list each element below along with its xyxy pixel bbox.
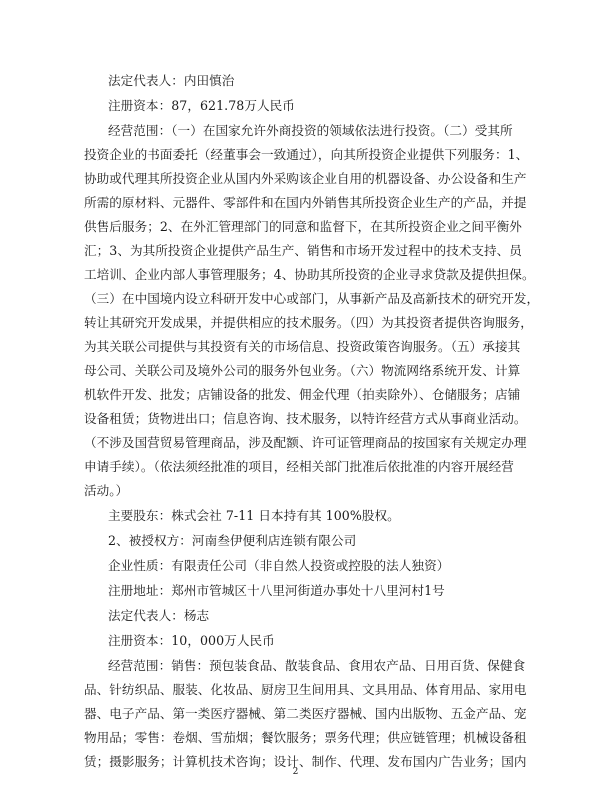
licensee-heading: 2、被授权方：河南叁伊便利店连锁有限公司 (108, 533, 357, 548)
business-scope-2-line: 赁；摄影服务；计算机技术咨询；设计、制作、代理、发布国内广告业务；国内 (84, 754, 527, 769)
business-scope-line: 母公司、关联公司及境外公司的服务外包业务。（六）物流网络系统开发、计算 (84, 363, 521, 378)
business-scope-line: 投资企业的书面委托（经董事会一致通过），向其所投资企业提供下列服务：1、 (84, 147, 529, 162)
registered-capital-line-1: 注册资本：87，621.78万人民币 (108, 98, 295, 113)
business-scope-line: （三）在中国境内设立科研开发中心或部门，从事新产品及高新技术的研究开发， (84, 291, 540, 306)
legal-rep-line-2: 法定代表人：杨志 (108, 608, 210, 623)
business-scope-line: 设备租赁；货物进出口；信息咨询、技术服务，以特许经营方式从事商业活动。 (84, 411, 527, 426)
business-scope-line: 机软件开发、批发；店铺设备的批发、佣金代理（拍卖除外）、仓储服务；店铺 (84, 387, 521, 402)
business-scope-2-line: 经营范围：销售：预包装食品、散装食品、食用农产品、日用百货、保健食 (108, 658, 526, 673)
business-scope-line: （不涉及国营贸易管理商品，涉及配额、许可证管理商品的按国家有关规定办理 (84, 435, 527, 450)
business-scope-line: 经营范围：（一）在国家允许外商投资的领域依法进行投资。（二）受其所 (108, 123, 513, 138)
business-scope-line: 工培训、企业内部人事管理服务；4、协助其所投资的企业寻求贷款及提供担保。 (84, 267, 535, 282)
business-scope-line: 所需的原材料、元器件、零部件和在国内外销售其所投资企业生产的产品，并提 (84, 195, 527, 210)
business-scope-line: 供售后服务；2、在外汇管理部门的同意和监督下，在其所投资企业之间平衡外 (84, 219, 522, 234)
business-scope-2-line: 物用品；零售：卷烟、雪茄烟；餐饮服务；票务代理；供应链管理；机械设备租 (84, 730, 527, 745)
business-scope-line-end: 活动。） (84, 483, 129, 498)
main-shareholder-line: 主要股东：株式会社 7-11 日本持有其 100%股权。 (108, 508, 400, 523)
business-scope-line: 为其关联公司提供与其投资有关的市场信息、投资政策咨询服务。（五）承接其 (84, 339, 521, 354)
page-number: 2 (292, 767, 299, 777)
registered-capital-line-2: 注册资本：10，000万人民币 (108, 633, 275, 648)
registered-address-line: 注册地址：郑州市管城区十八里河街道办事处十八里河村1号 (108, 583, 445, 598)
business-scope-line: 申请手续）。（依法须经批准的项目，经相关部门批准后依批准的内容开展经营 (84, 459, 514, 474)
business-scope-2-line: 器、电子产品、第一类医疗器械、第二类医疗器械、国内出版物、五金产品、宠 (84, 706, 527, 721)
business-scope-line: 汇；3、为其所投资企业提供产品生产、销售和市场开发过程中的技术支持、员 (84, 243, 522, 258)
business-scope-line: 转让其研究开发成果，并提供相应的技术服务。（四）为其投资者提供咨询服务， (84, 315, 533, 330)
enterprise-type-line: 企业性质：有限责任公司（非自然人投资或控股的法人独资） (108, 558, 450, 573)
business-scope-line: 协助或代理其所投资企业从国内外采购该企业自用的机器设备、办公设备和生产 (84, 171, 527, 186)
business-scope-2-line: 品、针纺织品、服装、化妆品、厨房卫生间用具、文具用品、体育用品、家用电 (84, 682, 527, 697)
legal-rep-line-1: 法定代表人：内田慎治 (108, 73, 235, 88)
